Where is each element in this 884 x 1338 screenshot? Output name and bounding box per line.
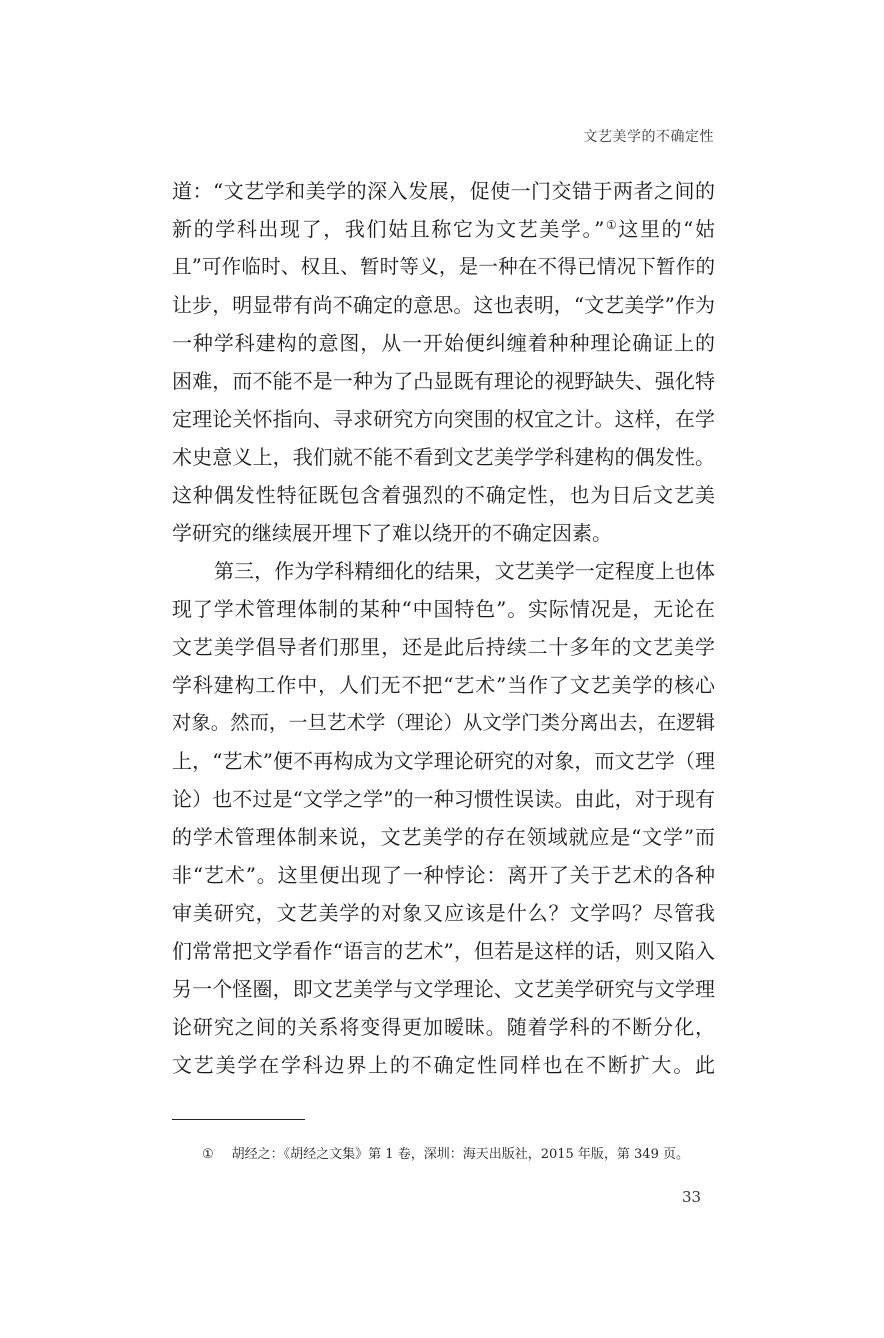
text-line: 定理论关怀指向、寻求研究方向突围的权宜之计。这样，在学	[172, 407, 715, 431]
text-line: 文艺美学倡导者们那里，还是此后持续二十多年的文艺美学	[172, 635, 715, 659]
text-line: 现了学术管理体制的某种“中国特色”。实际情况是，无论在	[172, 597, 715, 621]
footnote	[202, 1143, 689, 1162]
text-line: 论）也不过是“文学之学”的一种习惯性误读。由此，对于现有	[172, 787, 715, 811]
text-line: 对象。然而，一旦艺术学（理论）从文学门类分离出去，在逻辑	[172, 711, 715, 734]
text-line: 且”可作临时、权且、暂时等义，是一种在不得已情况下暂作的	[172, 255, 715, 278]
text-line: 第三，作为学科精细化的结果，文艺美学一定程度上也体	[214, 559, 715, 583]
footnote-reference[interactable]: ①	[604, 218, 619, 232]
text-line: 论研究之间的关系将变得更加暧昧。随着学科的不断分化，	[172, 1015, 715, 1039]
text-line: 学科建构工作中，人们无不把“艺术”当作了文艺美学的核心	[172, 673, 715, 697]
body-text	[172, 172, 715, 1084]
text-line: 道：“文艺学和美学的深入发展，促使一门交错于两者之间的	[172, 179, 715, 203]
text-line: 这种偶发性特征既包含着强烈的不确定性，也为日后文艺美	[172, 483, 715, 507]
text-line: 审美研究，文艺美学的对象又应该是什么？文学吗？尽管我	[172, 901, 715, 925]
page-number: 33	[682, 1188, 702, 1206]
text-line: 的学术管理体制来说，文艺美学的存在领域就应是“文学”而	[172, 825, 715, 849]
text-line: 另一个怪圈，即文艺美学与文学理论、文艺美学研究与文学理	[172, 977, 715, 1001]
text-line: 一种学科建构的意图，从一开始便纠缠着种种理论确证上的	[172, 331, 715, 355]
text-line: 术史意义上，我们就不能不看到文艺美学学科建构的偶发性。	[172, 445, 715, 469]
text-line: 新的学科出现了，我们姑且称它为文艺美学。”①这里的“姑	[172, 217, 715, 241]
text-line: 困难，而不能不是一种为了凸显既有理论的视野缺失、强化特	[172, 369, 715, 393]
text-line: 非“艺术”。这里便出现了一种悖论：离开了关于艺术的各种	[172, 863, 715, 887]
footnote-rule	[172, 1119, 305, 1120]
text-line: 让步，明显带有尚不确定的意思。这也表明，“文艺美学”作为	[172, 293, 715, 317]
running-head: 文艺美学的不确定性	[583, 129, 714, 145]
text-line: 上，“艺术”便不再构成为文学理论研究的对象，而文艺学（理	[172, 749, 715, 773]
footnote-marker: ①	[202, 1147, 214, 1162]
text-line: 们常常把文学看作“语言的艺术”，但若是这样的话，则又陷入	[172, 939, 715, 963]
text-line: 学研究的继续展开埋下了难以绕开的不确定因素。	[172, 521, 612, 545]
text-line: 文艺美学在学科边界上的不确定性同样也在不断扩大。此	[172, 1053, 715, 1077]
footnote-text: 胡经之：《胡经之文集》第 1 卷，深圳：海天出版社，2015 年版，第 349 页。	[231, 1147, 689, 1162]
